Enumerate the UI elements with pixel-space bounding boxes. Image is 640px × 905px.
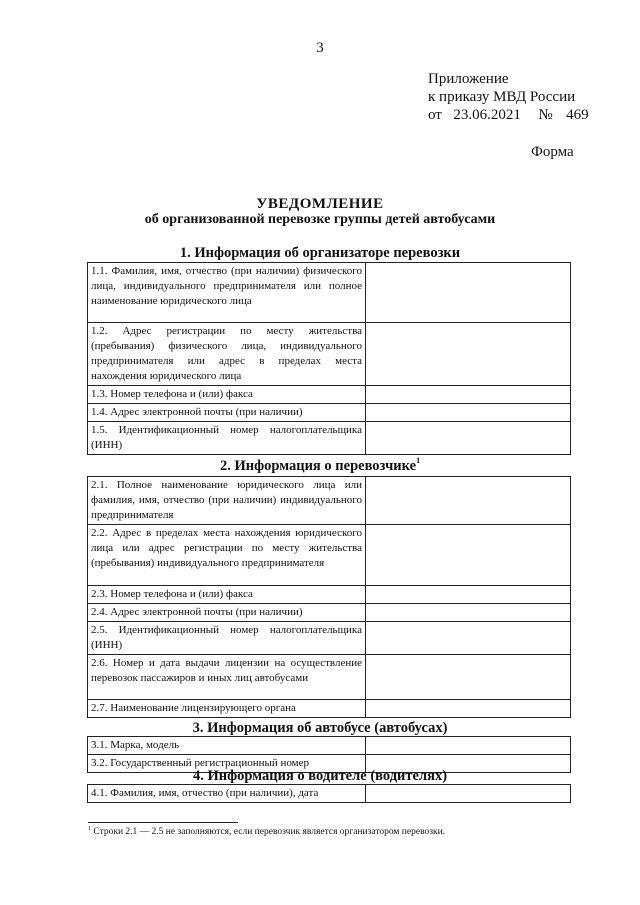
section2-footnote-mark: 1 [416,456,421,465]
value-cell-2-1[interactable] [366,477,571,525]
form-label: Форма [531,144,574,160]
value-cell-2-5[interactable] [366,622,571,655]
value-cell-2-2[interactable] [366,525,571,586]
table-row [88,622,571,655]
row-label-2-7: 2.7. Наименование лицензирующего органа [88,700,366,718]
row-label-2-1: 2.1. Полное наименование юридического лица или фамилия, имя, отчество (при наличии) индивидуального предпринимателя [88,477,366,525]
document-subtitle: об организованной перевозке группы детей автобусами [144,212,496,227]
value-cell-2-3[interactable] [366,586,571,604]
table-row [88,422,571,455]
row-label-2-5: 2.5. Идентификационный номер налогоплательщика (ИНН) [88,622,366,655]
table-row [88,477,571,525]
row-label-3-2: 3.2. Государственный регистрационный номер [88,755,366,773]
row-label-2-6: 2.6. Номер и дата выдачи лицензии на осуществление перевозок пассажиров и иных лиц автобусами [88,655,366,700]
table-row [88,586,571,604]
order-date: 23.06.2021 [453,107,521,123]
value-cell-2-6[interactable] [366,655,571,700]
table-row [88,700,571,718]
row-label-3-1: 3.1. Марка, модель [88,737,366,755]
row-label-1-3: 1.3. Номер телефона и (или) факса [88,386,366,404]
value-cell-1-3[interactable] [366,386,571,404]
value-cell-1-2[interactable] [366,323,571,386]
table-row [88,737,571,755]
table-row [88,655,571,700]
row-label-1-4: 1.4. Адрес электронной почты (при наличии) [88,404,366,422]
row-label-1-2: 1.2. Адрес регистрации по месту жительства (пребывания) физического лица, индивидуального предпринимателя или адрес в пределах места нахождения юридического лица [88,323,366,386]
section1-title: 1. Информация об организаторе перевозки [179,245,461,261]
footnote-divider [88,822,238,823]
section4-table [87,784,571,803]
number-prefix: № [538,107,553,123]
section2-table [87,476,571,718]
value-cell-2-7[interactable] [366,700,571,718]
table-row [88,323,571,386]
row-label-2-2: 2.2. Адрес в пределах места нахождения юридического лица или адрес регистрации по месту жительства (пребывания) индивидуального предпринимателя [88,525,366,586]
value-cell-1-1[interactable] [366,263,571,323]
row-label-2-3: 2.3. Номер телефона и (или) факса [88,586,366,604]
section1-table [87,262,571,455]
section2-title-text: 2. Информация о перевозчике [219,458,417,474]
row-label-1-5: 1.5. Идентификационный номер налогоплательщика (ИНН) [88,422,366,455]
appendix-date-line [428,106,589,124]
value-cell-3-1[interactable] [366,737,571,755]
row-label-4-1: 4.1. Фамилия, имя, отчество (при наличии), дата [88,785,366,803]
footnote-text: Строки 2.1 — 2.5 не заполняются, если перевозчик является организатором перевозки. [93,827,446,838]
footnote [88,826,445,837]
table-row [88,263,571,323]
section2-title [0,458,640,475]
footnote-mark: 1 [88,826,91,832]
page-number: 3 [316,40,324,56]
table-row [88,525,571,586]
appendix-block [428,70,589,124]
appendix-line2: к приказу МВД России [428,89,576,105]
document-title: УВЕДОМЛЕНИЕ [256,196,384,212]
table-row [88,386,571,404]
table-row [88,404,571,422]
section3-title: 3. Информация об автобусе (автобусах) [192,720,448,736]
table-row [88,604,571,622]
value-cell-1-5[interactable] [366,422,571,455]
appendix-line1: Приложение [428,71,509,87]
row-label-1-1: 1.1. Фамилия, имя, отчество (при наличии) физического лица, индивидуального предпринимателя или полное наименование юридического лица [88,263,366,323]
section4-title: 4. Информация о водителе (водителях) [192,768,448,784]
order-number: 469 [566,107,589,123]
value-cell-1-4[interactable] [366,404,571,422]
value-cell-4-1[interactable] [366,785,571,803]
value-cell-2-4[interactable] [366,604,571,622]
table-row [88,785,571,803]
row-label-2-4: 2.4. Адрес электронной почты (при наличии) [88,604,366,622]
date-prefix: от [428,107,442,123]
